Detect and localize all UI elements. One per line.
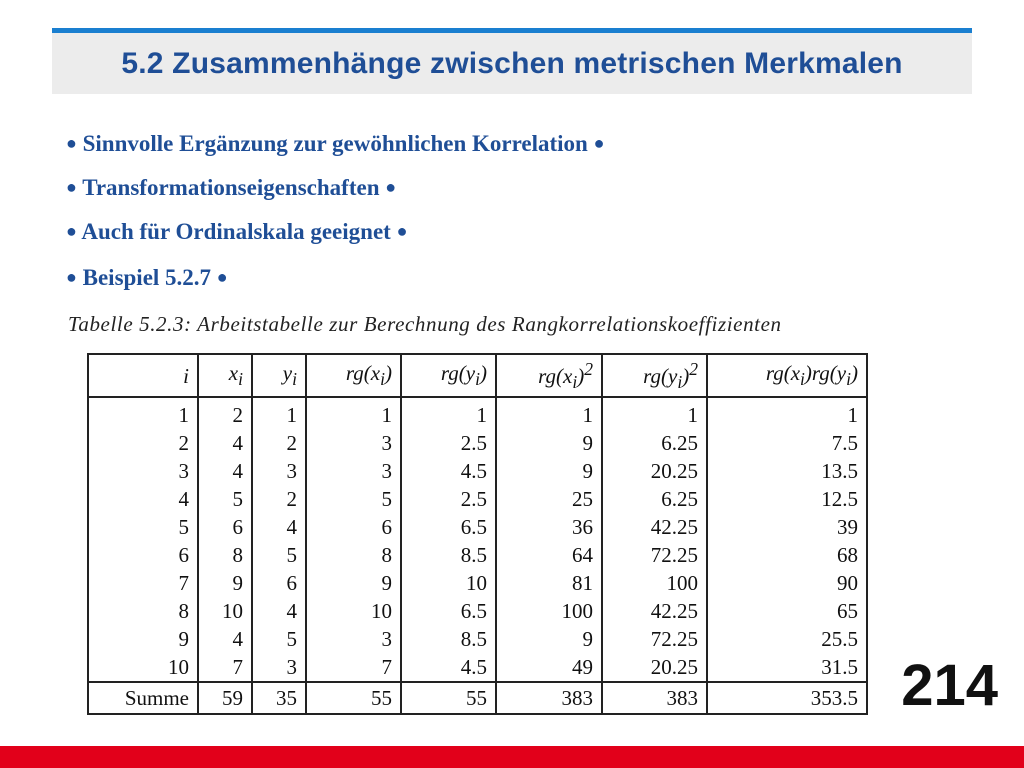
- column-header: $rg(x_i)$: [306, 354, 401, 397]
- table-cell: 4: [88, 485, 198, 513]
- table-cell: 3: [306, 457, 401, 485]
- bullet-icon: ●: [66, 221, 77, 241]
- table-cell: 3: [252, 457, 306, 485]
- column-header: $rg(x_i)rg(y_i)$: [707, 354, 867, 397]
- table-cell: 25: [496, 485, 602, 513]
- table-cell: 2: [252, 485, 306, 513]
- bullet-text: Sinnvolle Ergänzung zur gewöhnlichen Korrelation: [82, 131, 588, 156]
- table-cell: 39: [707, 513, 867, 541]
- bullet-icon: ●: [66, 267, 77, 287]
- table-row: [88, 653, 867, 682]
- table-cell: 5: [252, 541, 306, 569]
- table-cell: 13.5: [707, 457, 867, 485]
- bottom-accent-bar: [0, 746, 1024, 768]
- table-row: [88, 541, 867, 569]
- table-cell: 10: [88, 653, 198, 682]
- table-cell: 3: [252, 653, 306, 682]
- table-cell: 4: [252, 597, 306, 625]
- sum-cell: 55: [401, 682, 496, 714]
- table-cell: 1: [306, 397, 401, 429]
- table-cell: 49: [496, 653, 602, 682]
- sum-cell: 35: [252, 682, 306, 714]
- table-cell: 4: [252, 513, 306, 541]
- bullet-text: Beispiel 5.2.7: [82, 265, 212, 290]
- table-row: [88, 485, 867, 513]
- table-cell: 6: [306, 513, 401, 541]
- table-cell: 2: [252, 429, 306, 457]
- table-cell: 42.25: [602, 597, 707, 625]
- table-cell: 9: [496, 429, 602, 457]
- table-cell: 9: [306, 569, 401, 597]
- table-row: [88, 513, 867, 541]
- table-cell: 25.5: [707, 625, 867, 653]
- table-cell: 65: [707, 597, 867, 625]
- column-header: $x_i$: [198, 354, 252, 397]
- table-cell: 1: [401, 397, 496, 429]
- table-cell: 4: [198, 429, 252, 457]
- table-cell: 90: [707, 569, 867, 597]
- sum-row: [88, 682, 867, 714]
- table-cell: 3: [88, 457, 198, 485]
- table-cell: 20.25: [602, 653, 707, 682]
- table-cell: 10: [306, 597, 401, 625]
- bullet-icon: ●: [593, 133, 605, 153]
- table-cell: 4: [198, 457, 252, 485]
- table-cell: 4.5: [401, 457, 496, 485]
- sum-cell: 55: [306, 682, 401, 714]
- table-cell: 68: [707, 541, 867, 569]
- table-cell: 7: [198, 653, 252, 682]
- table-cell: 64: [496, 541, 602, 569]
- column-header: $y_i$: [252, 354, 306, 397]
- table-cell: 8.5: [401, 541, 496, 569]
- table-cell: 1: [88, 397, 198, 429]
- table-cell: 6.25: [602, 429, 707, 457]
- sum-cell: 353.5: [707, 682, 867, 714]
- table-cell: 8: [306, 541, 401, 569]
- sum-cell: Summe: [88, 682, 198, 714]
- sum-cell: 383: [602, 682, 707, 714]
- bullet-icon: ●: [66, 133, 77, 153]
- table-cell: 2: [198, 397, 252, 429]
- table-row: [88, 569, 867, 597]
- table-cell: 72.25: [602, 541, 707, 569]
- bullet-text: Transformationseigenschaften: [82, 175, 380, 200]
- table-cell: 2: [88, 429, 198, 457]
- table-cell: 42.25: [602, 513, 707, 541]
- bullet-icon: ●: [385, 177, 397, 197]
- table-cell: 5: [252, 625, 306, 653]
- table-cell: 1: [496, 397, 602, 429]
- table-cell: 2.5: [401, 485, 496, 513]
- table-cell: 1: [252, 397, 306, 429]
- table-cell: 100: [602, 569, 707, 597]
- column-header: $rg(y_i)^2$: [602, 354, 707, 397]
- bullet-icon: ●: [216, 267, 228, 287]
- table-cell: 2.5: [401, 429, 496, 457]
- column-header: i: [88, 354, 198, 397]
- bullet-item: [66, 258, 604, 302]
- table-cell: 12.5: [707, 485, 867, 513]
- bullet-icon: ●: [396, 221, 408, 241]
- table-cell: 1: [602, 397, 707, 429]
- table-cell: 3: [306, 625, 401, 653]
- table-cell: 9: [88, 625, 198, 653]
- table-cell: 4.5: [401, 653, 496, 682]
- table-row: [88, 625, 867, 653]
- table-cell: 9: [198, 569, 252, 597]
- table-cell: 3: [306, 429, 401, 457]
- table-cell: 4: [198, 625, 252, 653]
- table-header-row: [88, 354, 867, 397]
- table-cell: 9: [496, 625, 602, 653]
- table-cell: 10: [401, 569, 496, 597]
- table-row: [88, 397, 867, 429]
- table-cell: 5: [306, 485, 401, 513]
- bullet-list: [66, 124, 604, 302]
- rank-correlation-table: [87, 353, 868, 715]
- table-row: [88, 457, 867, 485]
- table-cell: 9: [496, 457, 602, 485]
- column-header: $rg(y_i)$: [401, 354, 496, 397]
- table-cell: 6: [198, 513, 252, 541]
- sum-cell: 383: [496, 682, 602, 714]
- bullet-item: [66, 212, 604, 256]
- table-cell: 1: [707, 397, 867, 429]
- table-cell: 7.5: [707, 429, 867, 457]
- slide-title: 5.2 Zusammenhänge zwischen metrischen Merkmalen: [121, 47, 903, 80]
- table-caption: Tabelle 5.2.3: Arbeitstabelle zur Berechnung des Rangkorrelationskoeffizienten: [68, 312, 782, 336]
- table-cell: 5: [198, 485, 252, 513]
- table-cell: 8.5: [401, 625, 496, 653]
- table-cell: 72.25: [602, 625, 707, 653]
- table-cell: 81: [496, 569, 602, 597]
- table-cell: 6: [88, 541, 198, 569]
- table-cell: 5: [88, 513, 198, 541]
- table-cell: 8: [198, 541, 252, 569]
- title-bar: [52, 28, 972, 94]
- table-cell: 6.5: [401, 597, 496, 625]
- table-cell: 100: [496, 597, 602, 625]
- column-header: $rg(x_i)^2$: [496, 354, 602, 397]
- table-cell: 6: [252, 569, 306, 597]
- table-body: [88, 397, 867, 714]
- table-cell: 31.5: [707, 653, 867, 682]
- table-cell: 6.5: [401, 513, 496, 541]
- table-cell: 36: [496, 513, 602, 541]
- bullet-text: Auch für Ordinalskala geeignet: [81, 219, 391, 244]
- table-row: [88, 597, 867, 625]
- bullet-icon: ●: [66, 177, 77, 197]
- table-cell: 6.25: [602, 485, 707, 513]
- table-row: [88, 429, 867, 457]
- bullet-item: [66, 124, 604, 168]
- table-cell: 10: [198, 597, 252, 625]
- table-cell: 8: [88, 597, 198, 625]
- table-cell: 7: [88, 569, 198, 597]
- page-number: 214: [901, 653, 998, 718]
- table-cell: 7: [306, 653, 401, 682]
- table-cell: 20.25: [602, 457, 707, 485]
- sum-cell: 59: [198, 682, 252, 714]
- bullet-item: [66, 168, 604, 212]
